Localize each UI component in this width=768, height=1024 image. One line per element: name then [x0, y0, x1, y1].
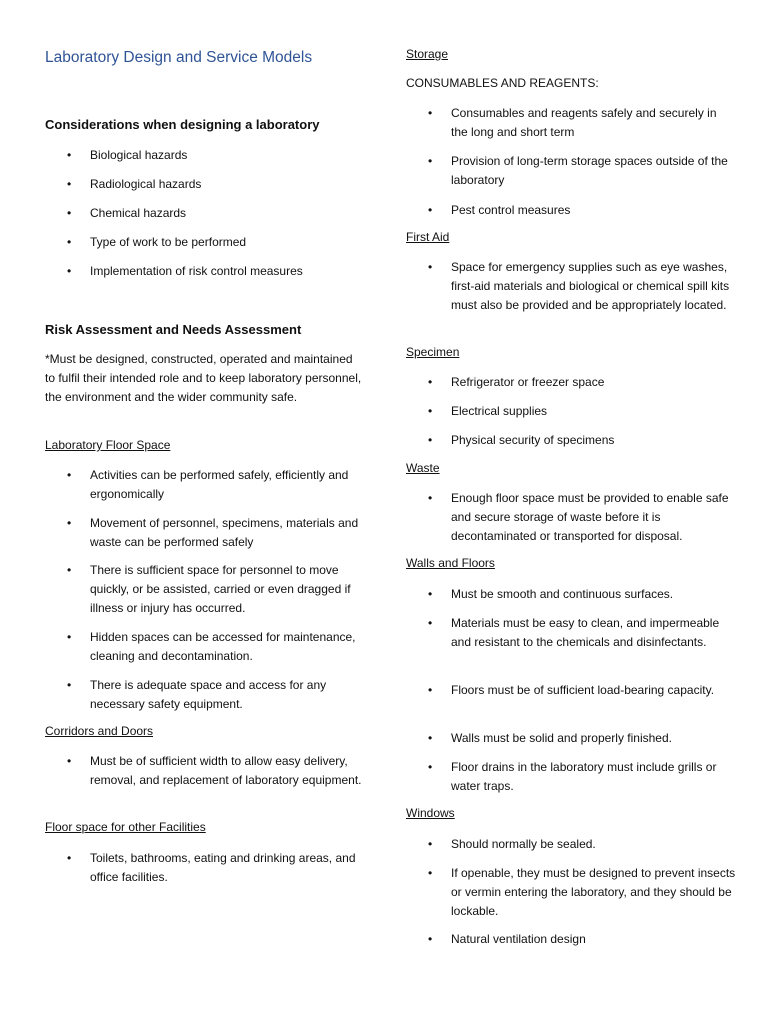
bullet-icon: •: [67, 754, 72, 768]
first-aid-heading: First Aid: [406, 230, 450, 244]
bullet-icon: •: [428, 760, 433, 774]
considerations-heading: Considerations when designing a laboratory: [45, 117, 320, 132]
bullet-icon: •: [428, 932, 433, 946]
bullet-icon: •: [428, 587, 433, 601]
document-title: Laboratory Design and Service Models: [45, 49, 313, 66]
bullet-icon: •: [428, 404, 433, 418]
bullet-icon: •: [428, 616, 433, 630]
bullet-icon: •: [67, 630, 72, 644]
specimen-heading: Specimen: [406, 345, 460, 359]
bullet-icon: •: [428, 683, 433, 697]
bullet-icon: •: [67, 468, 72, 482]
bullet-icon: •: [67, 206, 72, 220]
walls-floors-heading: Walls and Floors: [406, 556, 495, 570]
storage-heading: Storage: [406, 47, 449, 61]
bullet-icon: •: [67, 148, 72, 162]
bullet-icon: •: [428, 375, 433, 389]
bullet-icon: •: [67, 235, 72, 249]
floor-space-heading: Laboratory Floor Space: [45, 438, 171, 452]
corridors-heading: Corridors and Doors: [45, 724, 154, 738]
bullet-icon: •: [67, 516, 72, 530]
bullet-icon: •: [428, 203, 433, 217]
windows-heading: Windows: [406, 806, 455, 820]
risk-paragraph: *Must be designed, constructed, operated and maintained to fulfil their intended role and to keep laboratory personnel, the environment and the wider community safe.: [45, 352, 362, 404]
bullet-icon: •: [67, 678, 72, 692]
bullet-icon: •: [428, 491, 433, 505]
bullet-icon: •: [428, 866, 433, 880]
bullet-icon: •: [428, 260, 433, 274]
bullet-icon: •: [428, 106, 433, 120]
bullet-icon: •: [67, 851, 72, 865]
risk-assessment-heading: Risk Assessment and Needs Assessment: [45, 322, 302, 337]
waste-heading: Waste: [406, 461, 440, 475]
bullet-icon: •: [67, 563, 72, 577]
bullet-icon: •: [67, 264, 72, 278]
consumables-label: CONSUMABLES AND REAGENTS:: [406, 76, 599, 90]
bullet-icon: •: [67, 177, 72, 191]
other-facilities-heading: Floor space for other Facilities: [45, 820, 206, 834]
bullet-icon: •: [428, 154, 433, 168]
bullet-icon: •: [428, 433, 433, 447]
bullet-icon: •: [428, 837, 433, 851]
bullet-icon: •: [428, 731, 433, 745]
